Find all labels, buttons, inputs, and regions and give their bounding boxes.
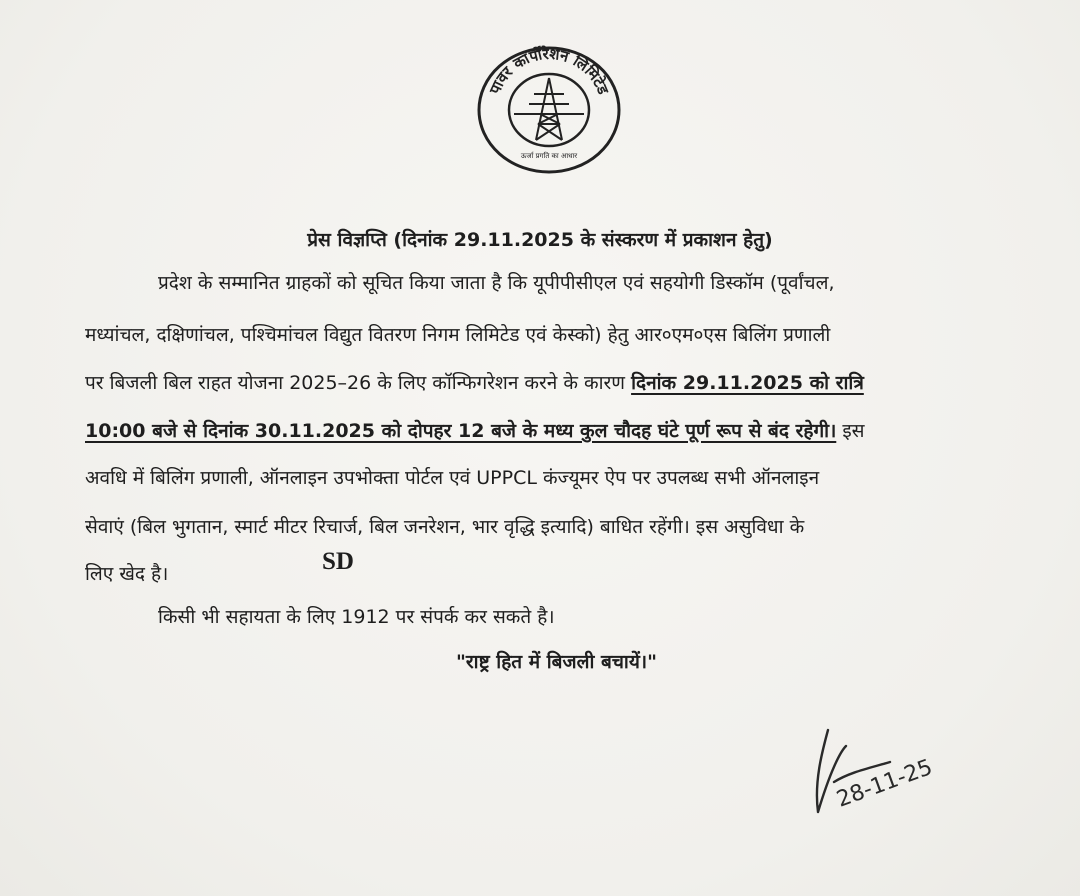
- body-line-5: अवधि में बिलिंग प्रणाली, ऑनलाइन उपभोक्ता पोर्टल एवं UPPCL कंज्यूमर ऐप पर उपलब्ध सभी ऑनलाइन: [85, 467, 820, 489]
- handwritten-signature: [800, 712, 980, 832]
- helpline-text: किसी भी सहायता के लिए 1912 पर संपर्क कर सकते है।: [158, 606, 555, 628]
- body-line-3: [85, 370, 864, 396]
- power-corporation-logo: [474, 42, 624, 174]
- press-release-title: प्रेस विज्ञप्ति (दिनांक 29.11.2025 के संस्करण में प्रकाशन हेतु): [307, 229, 773, 251]
- svg-text:ऊर्जा प्रगति का आधार: ऊर्जा प्रगति का आधार: [520, 152, 578, 160]
- svg-text:28-11-25: 28-11-25: [833, 754, 936, 813]
- svg-text:पावर कार्पोरेशन लिमिटेड: पावर कार्पोरेशन लिमिटेड: [485, 44, 613, 97]
- slogan: "राष्ट्र हित में बिजली बचायें।": [456, 651, 657, 673]
- body-line-4-text: इस: [836, 420, 865, 442]
- body-line-2: मध्यांचल, दक्षिणांचल, पश्चिमांचल विद्युत वितरण निगम लिमिटेड एवं केस्को) हेतु आर०एम०एस बिलिंग प्रणाली: [85, 324, 831, 346]
- body-line-6: सेवाएं (बिल भुगतान, स्मार्ट मीटर रिचार्ज, बिल जनरेशन, भार वृद्धि इत्यादि) बाधित रहेंगी। इस असुविधा के: [85, 516, 805, 538]
- body-line-7: लिए खेद है।: [85, 563, 169, 585]
- highlight-start-date: दिनांक 29.11.2025 को रात्रि: [631, 372, 864, 394]
- sd-mark: SD: [322, 548, 354, 575]
- body-line-1: प्रदेश के सम्मानित ग्राहकों को सूचित किया जाता है कि यूपीपीसीएल एवं सहयोगी डिस्कॉम (पूर्वांचल,: [158, 272, 835, 294]
- body-line-4: [85, 418, 865, 444]
- body-line-3-text: पर बिजली बिल राहत योजना 2025–26 के लिए कॉन्फिगरेशन करने के कारण: [85, 372, 632, 394]
- highlight-shutdown-period: 10:00 बजे से दिनांक 30.11.2025 को दोपहर 12 बजे के मध्य कुल चौदह घंटे पूर्ण रूप से बंद रहेगी।: [85, 420, 837, 442]
